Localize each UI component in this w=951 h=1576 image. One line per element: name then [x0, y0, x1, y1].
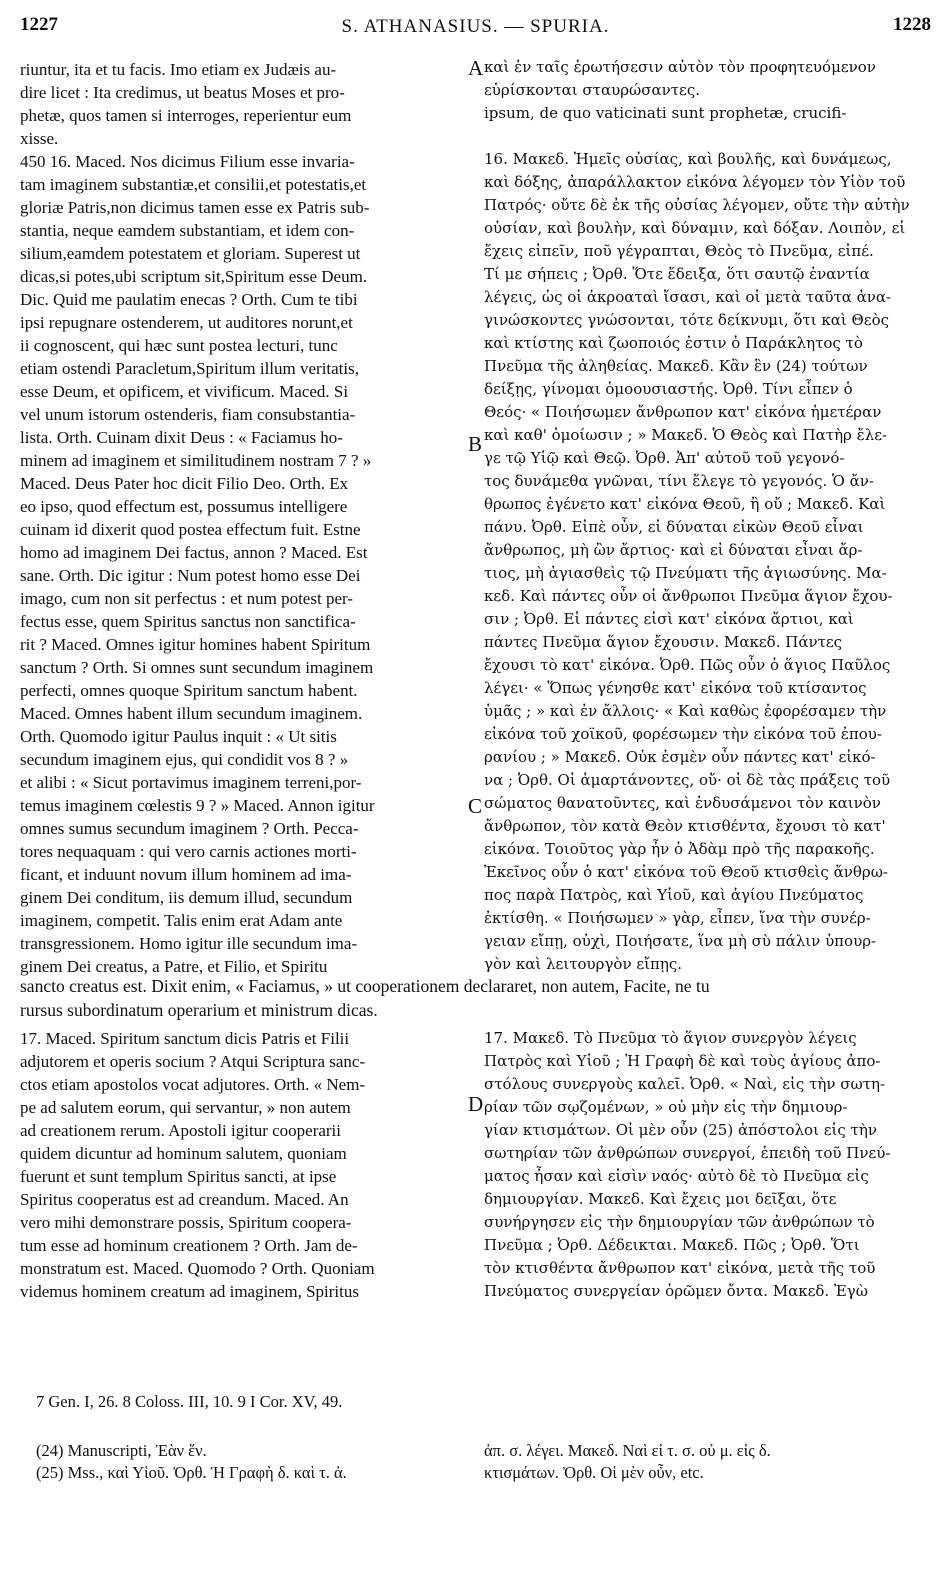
greek-text-line: καὶ κτίστης καὶ ζωοποιός ἐστιν ὁ Παράκλητος τὸ: [484, 334, 863, 352]
latin-text-line: cuinam id dixerit quod postea effectum fuit. Estne: [20, 520, 361, 539]
margin-letter-a: A: [468, 56, 484, 80]
greek-text-line: Τί με σήπεις ; Ὀρθ. Ὅτε ἔδειξα, ὅτι σαυτῷ ἐναντία: [484, 265, 870, 283]
latin-text-line: vero mihi demonstrare possis, Spiritum coopera-: [20, 1213, 352, 1232]
latin-text-line: vel unum istorum ostenderis, fiam consubstantia-: [20, 405, 356, 424]
latin-text-line: videmus hominem creatum ad imaginem, Spiritus: [20, 1282, 359, 1301]
page-header: [20, 14, 931, 44]
greek-text-line: να ; Ὀρθ. Οἱ ἁμαρτάνοντες, οὔ· οἱ δὲ τὰς πράξεις τοῦ: [484, 771, 891, 789]
latin-text-line: phetæ, quos tamen si interroges, reperientur eum: [20, 106, 352, 125]
greek-text-line: ὑμᾶς ; » καὶ ἐν ἄλλοις· « Καὶ καθὼς ἐφορέσαμεν τὴν: [484, 702, 887, 720]
greek-text-line: Ἐκεῖνος οὖν ὁ κατ' εἰκόνα τοῦ Θεοῦ κτισθεὶς ἄνθρω-: [484, 863, 888, 881]
greek-text-line: ἔχουσι τὸ κατ' εἰκόνα. Ὀρθ. Πῶς οὖν ὁ ἅγιος Παῦλος: [484, 656, 891, 674]
scripture-footnotes: [36, 1392, 342, 1412]
latin-text-line: sanctum ? Orth. Si omnes sunt secundum imaginem: [20, 658, 374, 677]
greek-text-line: σωτηρίαν τῶν ἀνθρώπων συνεργοί, ἐπειδὴ τοῦ Πνεύ-: [484, 1144, 891, 1162]
greek-text-line: τος δυνάμεθα γνῶναι, τίνι ἔλεγε τὸ γεγονός. Ὁ ἄν-: [484, 472, 874, 490]
latin-text-line: gloriæ Patris,non dicimus tamen esse ex Patris sub-: [20, 198, 370, 217]
wide-text-line: sancto creatus est. Dixit enim, « Faciamus, » ut cooperationem declararet, non autem, Facite, ne tu: [20, 976, 710, 996]
latin-text-line: tam imaginem substantiæ,et consilii,et potestatis,et: [20, 175, 367, 194]
latin-text-line: sane. Orth. Dic igitur : Num potest homo esse Dei: [20, 566, 361, 585]
latin-text-line: tum esse ad hominum creationem ? Orth. Jam de-: [20, 1236, 358, 1255]
latin-text-line: lista. Orth. Cuinam dixit Deus : « Faciamus ho-: [20, 428, 343, 447]
greek-text-line: κεδ. Καὶ πάντες οὖν οἱ ἄνθρωποι Πνεῦμα ἅγιον ἔχου-: [484, 587, 893, 605]
latin-text-line: et alibi : « Sicut portavimus imaginem terreni,por-: [20, 773, 362, 792]
latin-text-line: Dic. Quid me paulatim enecas ? Orth. Cum te tibi: [20, 290, 358, 309]
greek-text-line: λέγει· « Ὅπως γένησθε κατ' εἰκόνα τοῦ κτίσαντος: [484, 679, 867, 697]
latin-text-line: stantia, neque eamdem substantiam, et idem con-: [20, 221, 355, 240]
greek-text-line: ἔχεις εἰπεῖν, ποῦ γέγραπται, Θεὸς τὸ Πνεῦμα, εἰπέ.: [484, 242, 874, 260]
latin-text-line: tores nequaquam : qui vero carnis actiones morti-: [20, 842, 357, 861]
latin-text-line: Maced. Omnes habent illum secundum imaginem.: [20, 704, 363, 723]
latin-text-line: minem ad imaginem et similitudinem nostram 7 ? »: [20, 451, 372, 470]
greek-text-line: Πατρός· οὔτε δὲ ἐκ τῆς οὐσίας λέγομεν, οὔτε τὴν αὐτὴν: [484, 196, 910, 214]
scripture-footnote-line: 7 Gen. I, 26. 8 Coloss. III, 10. 9 I Cor. XV, 49.: [36, 1392, 343, 1411]
greek-text-line: Πατρὸς καὶ Υἱοῦ ; Ἡ Γραφὴ δὲ καὶ τοὺς ἁγίους ἀπο-: [484, 1052, 881, 1070]
latin-text-line: rit ? Maced. Omnes igitur homines habent Spiritum: [20, 635, 371, 654]
greek-text-line: ipsum, de quo vaticinati sunt prophetæ, crucifi-: [484, 104, 847, 122]
greek-text-line: γινώσκοντες γνώσονται, τότε δείκνυμι, ὅτι καὶ Θεὸς: [484, 311, 890, 329]
greek-text-line: τὸν κτισθέντα ἄνθρωπον κατ' εἰκόνα, μετὰ τῆς τοῦ: [484, 1259, 876, 1277]
margin-letter-c: C: [468, 794, 483, 818]
greek-text-line: Θεός· « Ποιήσωμεν ἄνθρωπον κατ' εἰκόνα ἡμετέραν: [484, 403, 882, 421]
footnote-25-continued-2: κτισμάτων. Ὀρθ. Οἱ μὲν οὖν, etc.: [484, 1463, 704, 1482]
latin-text-line: Orth. Quomodo igitur Paulus inquit : « Ut sitis: [20, 727, 337, 746]
variant-footnotes-left: [36, 1440, 347, 1484]
latin-text-line: ad creationem rerum. Apostoli igitur cooperarii: [20, 1121, 342, 1140]
greek-text-line: ρίαν τῶν σῳζομένων, » οὐ μὴν εἰς τὴν δημιουρ-: [484, 1098, 848, 1116]
greek-text-line: σιν ; Ὀρθ. Εἰ πάντες εἰσὶ κατ' εἰκόνα ἄρτιοι, καὶ: [484, 610, 854, 628]
latin-text-line: xisse.: [20, 129, 59, 148]
greek-text-line: δημιουργίαν. Μακεδ. Καὶ ἔχεις μοι δεῖξαι, ὅτε: [484, 1190, 837, 1208]
latin-text-line: omnes sumus secundum imaginem ? Orth. Pecca-: [20, 819, 359, 838]
latin-text-line: adjutorem et operis socium ? Atqui Scriptura sanc-: [20, 1052, 366, 1071]
page-number-left: 1227: [20, 14, 58, 35]
greek-text-line: καὶ ἐν ταῖς ἐρωτήσεσιν αὐτὸν τὸν προφητευόμενον: [484, 58, 876, 76]
latin-text-line: quidem dicuntur ad hominum salutem, quoniam: [20, 1144, 347, 1163]
latin-text-line: pe ad salutem eorum, qui servantur, » non autem: [20, 1098, 351, 1117]
greek-text-line: ρανίου ; » Μακεδ. Οὐκ ἐσμὲν οὖν πάντες κατ' εἰκό-: [484, 748, 876, 766]
latin-text-line: fectus esse, quem Spiritus sanctus non sanctifica-: [20, 612, 356, 631]
latin-text-line: ginem Dei creatus, a Patre, et Filio, et Spiritu: [20, 957, 328, 976]
greek-text-line: γὸν καὶ λειτουργὸν εἴπῃς.: [484, 955, 683, 973]
greek-text-line: ματος ἦσαν καὶ εἰσὶν ναός· αὐτὸ δὲ τὸ Πνεῦμα εἰς: [484, 1167, 869, 1185]
greek-text-line: πος παρὰ Πατρὸς, καὶ Υἱοῦ, καὶ ἁγίου Πνεύματος: [484, 886, 864, 904]
latin-text-line: eo ipso, quod effectum est, possumus intelligere: [20, 497, 348, 516]
greek-column-top: [484, 56, 936, 976]
greek-text-line: λέγεις, ὡς οἱ ἀκροαταὶ ἴσασι, καὶ οἱ μετὰ ταῦτα ἀνα-: [484, 288, 892, 306]
page-number-right: 1228: [893, 14, 931, 35]
greek-text-line: γε τῷ Υἱῷ καὶ Θεῷ. Ὀρθ. Ἀπ' αὐτοῦ τοῦ γεγονό-: [484, 449, 845, 467]
latin-text-line: dire licet : Ita credimus, ut beatus Moses et pro-: [20, 83, 345, 102]
latin-column-bottom: [20, 1027, 468, 1303]
greek-text-line: 17. Μακεδ. Τὸ Πνεῦμα τὸ ἅγιον συνεργὸν λέγεις: [484, 1029, 857, 1047]
latin-text-line: ipsi repugnare ostenderem, ut auditores norunt,et: [20, 313, 353, 332]
greek-text-line: Πνεύματος συνεργείαν ὁρῶμεν ὄντα. Μακεδ. Ἐγὼ: [484, 1282, 868, 1300]
footnote-25-continued-1: ἀπ. σ. λέγει. Μακεδ. Ναὶ εἰ τ. σ. οὐ μ. εἰς δ.: [484, 1441, 771, 1460]
latin-text-line: transgressionem. Homo igitur ille secundum ima-: [20, 934, 358, 953]
greek-text-line: Πνεῦμα ; Ὀρθ. Δέδεικται. Μακεδ. Πῶς ; Ὀρθ. Ὅτι: [484, 1236, 860, 1254]
greek-text-line: τιος, μὴ ἁγιασθεὶς τῷ Πνεύματι τῆς ἁγιωσύνης. Μα-: [484, 564, 887, 582]
greek-column-bottom: [484, 1027, 936, 1303]
greek-text-line: εὑρίσκονται σταυρώσαντες.: [484, 81, 700, 99]
latin-text-line: imaginem, competit. Talis enim erat Adam ante: [20, 911, 343, 930]
latin-text-line: 17. Maced. Spiritum sanctum dicis Patris et Filii: [20, 1029, 350, 1048]
footnote-24: (24) Manuscripti, Ἐὰν ἕν.: [36, 1441, 207, 1460]
greek-text-line: [484, 125, 936, 148]
latin-text-line: perfecti, omnes quoque Spiritum sanctum habent.: [20, 681, 358, 700]
latin-text-line: fuerunt et sunt templum Spiritus sancti, at ipse: [20, 1167, 337, 1186]
latin-text-line: Spiritus cooperatus est ad creandum. Maced. An: [20, 1190, 349, 1209]
full-width-continuation: [20, 974, 935, 1022]
greek-text-line: Πνεῦμα τῆς ἀληθείας. Μακεδ. Κἂν ἓν (24) τούτων: [484, 357, 868, 375]
greek-text-line: συνήργησεν εἰς τὴν δημιουργίαν τῶν ἀνθρώπων τὸ: [484, 1213, 875, 1231]
greek-text-line: ἄνθρωπον, τὸν κατὰ Θεὸν κτισθέντα, ἔχουσι τὸ κατ': [484, 817, 886, 835]
greek-text-line: οὐσίαν, καὶ βουλὴν, καὶ δύναμιν, καὶ δόξαν. Λοιπὸν, εἰ: [484, 219, 906, 237]
wide-text-line: rursus subordinatum operarium et ministrum dicas.: [20, 1000, 378, 1020]
greek-text-line: καὶ δόξης, ἀπαράλλακτον εἰκόνα λέγομεν τὸν Υἱὸν τοῦ: [484, 173, 906, 191]
latin-text-line: silium,eamdem potestatem et gloriam. Superest ut: [20, 244, 361, 263]
latin-text-line: ginem Dei conditum, iis demum illud, secundum: [20, 888, 353, 907]
greek-text-line: πάντες Πνεῦμα ἅγιον ἔχουσιν. Μακεδ. Πάντες: [484, 633, 843, 651]
latin-text-line: etiam ostendi Paracletum,Spiritum illum veritatis,: [20, 359, 359, 378]
latin-text-line: imago, cum non sit perfectus : et num potest per-: [20, 589, 353, 608]
greek-text-line: δείξῃς, γίνομαι ὁμοουσιαστής. Ὀρθ. Τίνι εἶπεν ὁ: [484, 380, 853, 398]
latin-text-line: monstratum est. Maced. Quomodo ? Orth. Quoniam: [20, 1259, 375, 1278]
latin-text-line: homo ad imaginem Dei factus, annon ? Maced. Est: [20, 543, 368, 562]
greek-text-line: ἄνθρωπος, μὴ ὢν ἄρτιος· καὶ εἰ δύναται εἶναι ἄρ-: [484, 541, 863, 559]
margin-letter-d: D: [468, 1092, 484, 1116]
latin-text-line: ctos etiam apostolos vocat adjutores. Orth. « Nem-: [20, 1075, 366, 1094]
latin-text-line: temus imaginem cœlestis 9 ? » Maced. Annon igitur: [20, 796, 375, 815]
latin-text-line: Maced. Deus Pater hoc dicit Filio Deo. Orth. Ex: [20, 474, 349, 493]
greek-text-line: θρωπος ἐγένετο κατ' εἰκόνα Θεοῦ, ἢ οὔ ; Μακεδ. Καὶ: [484, 495, 886, 513]
running-title: S. ATHANASIUS. — SPURIA.: [341, 16, 610, 37]
latin-text-line: esse Deum, et opificem, et vivificum. Maced. Si: [20, 382, 349, 401]
latin-text-line: secundum imaginem ejus, qui condidit vos 8 ? »: [20, 750, 349, 769]
variant-footnotes-right: [484, 1440, 771, 1484]
greek-text-line: πάνυ. Ὀρθ. Εἰπὲ οὖν, εἰ δύναται εἰκὼν Θεοῦ εἶναι: [484, 518, 864, 536]
greek-text-line: γίαν κτισμάτων. Οἱ μὲν οὖν (25) ἀπόστολοι εἰς τὴν: [484, 1121, 877, 1139]
greek-text-line: εἰκόνα. Τοιοῦτος γὰρ ἦν ὁ Ἀδὰμ πρὸ τῆς παρακοῆς.: [484, 840, 875, 858]
latin-text-line: ii cognoscent, qui hæc sunt postea lecturi, tunc: [20, 336, 338, 355]
greek-text-line: γειαν εἴπῃ, οὐχὶ, Ποιήσατε, ἵνα μὴ σὺ πάλιν ὑπουρ-: [484, 932, 877, 950]
latin-text-line: dicas,si potes,ubi scriptum sit,Spiritum esse Deum.: [20, 267, 368, 286]
latin-text-line: 450 16. Maced. Nos dicimus Filium esse invaria-: [20, 152, 355, 171]
greek-text-line: 16. Μακεδ. Ἡμεῖς οὐσίας, καὶ βουλῆς, καὶ δυνάμεως,: [484, 150, 892, 168]
greek-text-line: καὶ καθ' ὁμοίωσιν ; » Μακεδ. Ὁ Θεὸς καὶ Πατὴρ ἔλε-: [484, 426, 888, 444]
footnote-25: (25) Mss., καὶ Υἱοῦ. Ὀρθ. Ἡ Γραφὴ δ. καὶ τ. ἀ.: [36, 1463, 347, 1482]
margin-letter-b: B: [468, 432, 483, 456]
latin-text-line: riuntur, ita et tu facis. Imo etiam ex Judæis au-: [20, 60, 337, 79]
latin-text-line: ficant, et induunt novum illum hominem ad ima-: [20, 865, 352, 884]
greek-text-line: στόλους συνεργοὺς καλεῖ. Ὀρθ. « Ναὶ, εἰς τὴν σωτη-: [484, 1075, 886, 1093]
latin-column-top: [20, 58, 468, 978]
greek-text-line: ἐκτίσθη. « Ποιήσωμεν » γὰρ, εἶπεν, ἵνα τὴν συνέρ-: [484, 909, 871, 927]
greek-text-line: σώματος θανατοῦντες, καὶ ἐνδυσάμενοι τὸν καινὸν: [484, 794, 881, 812]
greek-text-line: εἰκόνα τοῦ χοϊκοῦ, φορέσωμεν τὴν εἰκόνα τοῦ ἐπου-: [484, 725, 882, 743]
